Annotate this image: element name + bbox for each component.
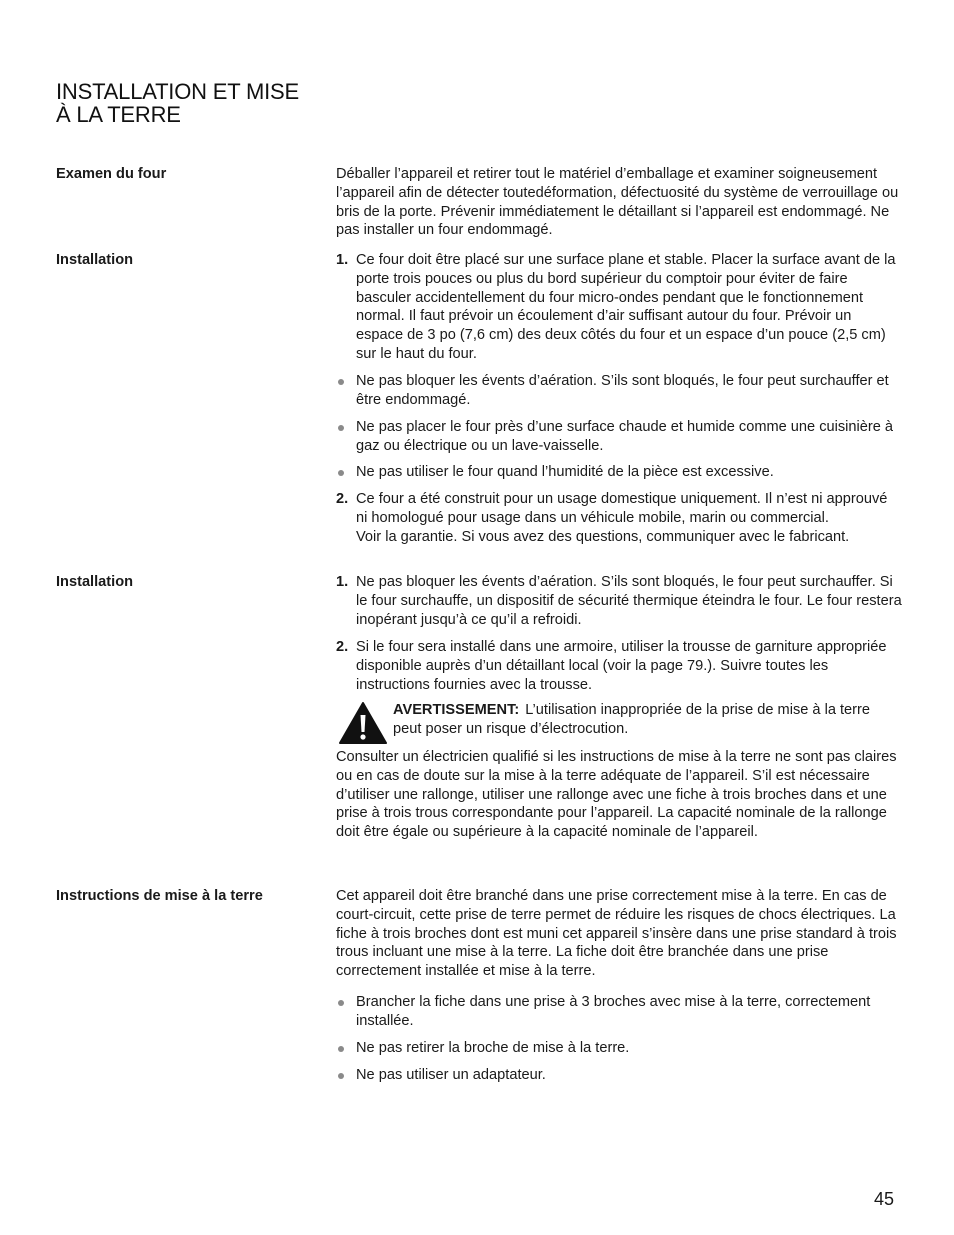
page-title-line-1: INSTALLATION ET MISE <box>56 79 299 104</box>
item-text: Si le four sera installé dans une armoire, utiliser la trousse de garniture appropriée disponible auprès d’un détaillant local (voir la page 79.). Suivre toutes les instructions fournies avec la trousse. <box>356 639 887 693</box>
section-label-examen: Examen du four <box>56 166 167 182</box>
grounding-bullet-3 <box>336 1066 902 1085</box>
bullet-dot-icon <box>338 1000 344 1006</box>
warning-triangle-icon <box>338 701 388 745</box>
item-text: Ce four a été construit pour un usage domestique uniquement. Il n’est ni approuvé ni homologué pour usage dans un véhicule mobile, marin ou commercial. <box>356 491 888 526</box>
bullet-dot-icon <box>338 379 344 385</box>
consult-paragraph: Consulter un électricien qualifié si les instructions de mise à la terre ne sont pas claires ou en cas de doute sur la mise à la terre adéquate de l’appareil. S’il est nécessaire d’utiliser une rallonge, utiliser une rallonge avec une fiche à trois broches dans et une prise à trois trous correspondante pour l’appareil. La capacité nominale de la rallonge doit être égale ou supérieure à la capacité nominale de l’appareil. <box>336 749 897 841</box>
installation2-item-1 <box>336 573 902 629</box>
grounding-bullet-2 <box>336 1039 902 1058</box>
examen-text <box>336 165 902 240</box>
item-number: 2. <box>336 639 349 655</box>
item-number: 1. <box>336 252 349 268</box>
page-title-line-2: À LA TERRE <box>56 102 181 127</box>
bullet-text: Brancher la fiche dans une prise à 3 broches avec mise à la terre, correctement installée. <box>356 994 871 1029</box>
section-label-installation-2: Installation <box>56 574 134 590</box>
consult-text <box>336 748 902 842</box>
item-text-continued: Voir la garantie. Si vous avez des questions, communiquer avec le fabricant. <box>356 528 850 545</box>
warning-text-block <box>393 701 902 739</box>
bullet-dot-icon <box>338 470 344 476</box>
section-label-installation-1: Installation <box>56 252 134 268</box>
installation1-item-1 <box>336 251 902 364</box>
bullet-text: Ne pas retirer la broche de mise à la terre. <box>356 1040 630 1056</box>
examen-paragraph: Déballer l’appareil et retirer tout le matériel d’emballage et examiner soigneusement l’appareil afin de détecter toutedéformation, défectuosité du système de verrouillage ou bris de la porte. Prévenir immédiatement le détaillant si l’appareil est endommagé. Ne pas installer un four endommagé. <box>336 166 899 239</box>
bullet-text: Ne pas utiliser un adaptateur. <box>356 1067 546 1083</box>
installation1-bullet-2 <box>336 418 902 456</box>
bullet-text: Ne pas placer le four près d’une surface chaude et humide comme une cuisinière à gaz ou électrique ou un lave-vaisselle. <box>356 419 894 454</box>
item-number: 1. <box>336 574 349 590</box>
bullet-dot-icon <box>338 1046 344 1052</box>
warning-text: L’utilisation inappropriée de la prise de mise à la terre peut poser un risque d’électrocution. <box>393 702 871 737</box>
item-text: Ce four doit être placé sur une surface plane et stable. Placer la surface avant de la porte trois pouces ou plus du bord supérieur du comptoir pour éviter de faire basculer accidentellement du four micro-ondes pendant que le fonctionnement normal. Il faut prévoir un écoulement d’air suffisant autour du four. Prévoir un espace de 3 po (7,6 cm) des deux côtés du four et un espace d’un pouce (2,5 cm) sur le haut du four. <box>356 252 896 362</box>
grounding-text <box>336 887 902 981</box>
bullet-dot-icon <box>338 425 344 431</box>
grounding-bullet-1 <box>336 993 902 1031</box>
installation1-bullet-3 <box>336 463 902 482</box>
bullet-dot-icon <box>338 1073 344 1079</box>
item-text: Ne pas bloquer les évents d’aération. S’ils sont bloqués, le four peut surchauffer. Si le four surchauffe, un dispositif de sécurité thermique éteindra le four. Le four restera inopérant jusqu’à ce qu’il a refroidi. <box>356 574 902 628</box>
item-number: 2. <box>336 491 349 507</box>
installation1-bullet-1 <box>336 372 902 410</box>
bullet-text: Ne pas bloquer les évents d’aération. S’ils sont bloqués, le four peut surchauffer et être endommagé. <box>356 373 889 408</box>
bullet-text: Ne pas utiliser le four quand l’humidité de la pièce est excessive. <box>356 464 774 480</box>
installation2-item-2 <box>336 638 902 694</box>
warning-box <box>336 701 902 747</box>
grounding-paragraph: Cet appareil doit être branché dans une prise correctement mise à la terre. En cas de court-circuit, cette prise de terre permet de réduire les risques de chocs électriques. La fiche à trois broches dont est muni cet appareil s’insère dans une prise standard à trois trous incluant une mise à la terre. La fiche doit être branchée dans une prise correctement installée et mise à la terre. <box>336 888 897 980</box>
page-title <box>56 80 299 126</box>
warning-label: AVERTISSEMENT: <box>393 702 520 718</box>
section-label-grounding: Instructions de mise à la terre <box>56 888 263 904</box>
installation1-item-2 <box>336 490 902 546</box>
page-number: 45 <box>874 1189 895 1209</box>
